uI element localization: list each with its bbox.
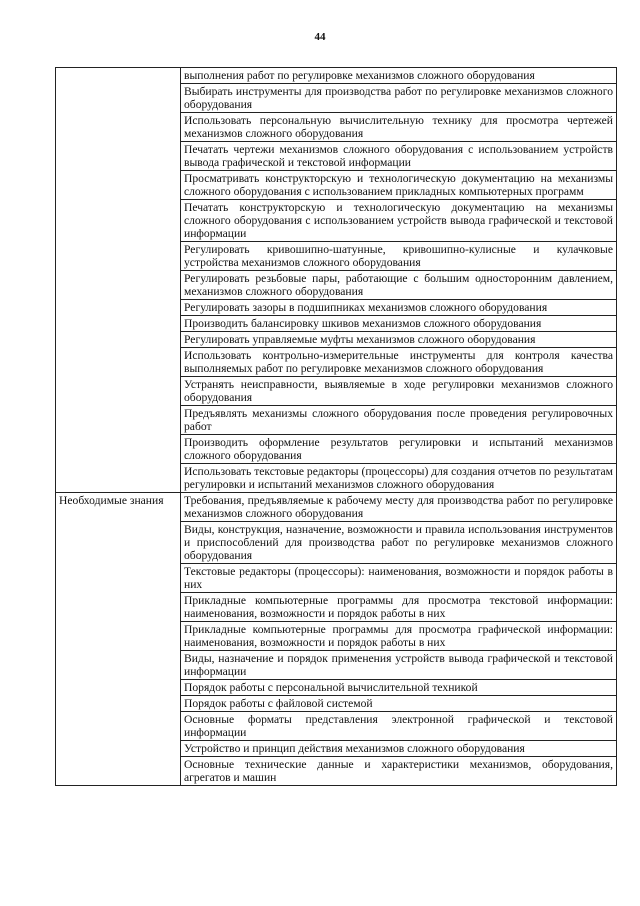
knowledge-item: Устройство и принцип действия механизмов сложного оборудования bbox=[181, 741, 617, 757]
knowledge-item: Текстовые редакторы (процессоры): наименования, возможности и порядок работы в них bbox=[181, 564, 617, 593]
skills-item: Регулировать кривошипно-шатунные, кривошипно-кулисные и кулачковые устройства механизмов сложного оборудования bbox=[181, 242, 617, 271]
knowledge-row bbox=[56, 493, 617, 522]
knowledge-item: Прикладные компьютерные программы для просмотра графической информации: наименования, возможности и порядок работы в них bbox=[181, 622, 617, 651]
knowledge-item: Виды, конструкция, назначение, возможности и правила использования инструментов и приспособлений для производства работ по регулировке механизмов сложного оборудования bbox=[181, 522, 617, 564]
knowledge-label: Необходимые знания bbox=[56, 493, 181, 786]
skills-item: Просматривать конструкторскую и технологическую документацию на механизмы сложного оборудования с использованием прикладных компьютерных программ bbox=[181, 171, 617, 200]
skills-item: Использовать персональную вычислительную технику для просмотра чертежей механизмов сложного оборудования bbox=[181, 113, 617, 142]
skills-item: Печатать конструкторскую и технологическую документацию на механизмы сложного оборудования с использованием устройств вывода графической и текстовой информации bbox=[181, 200, 617, 242]
skills-item: Печатать чертежи механизмов сложного оборудования с использованием устройств вывода графической и текстовой информации bbox=[181, 142, 617, 171]
knowledge-item: Основные технические данные и характеристики механизмов, оборудования, агрегатов и машин bbox=[181, 757, 617, 786]
knowledge-item: Прикладные компьютерные программы для просмотра текстовой информации: наименования, возможности и порядок работы в них bbox=[181, 593, 617, 622]
competency-table bbox=[55, 67, 617, 786]
skills-row bbox=[56, 68, 617, 84]
skills-label bbox=[56, 68, 181, 493]
skills-item: Регулировать зазоры в подшипниках механизмов сложного оборудования bbox=[181, 300, 617, 316]
page-number: 44 bbox=[314, 31, 326, 43]
skills-item: Использовать контрольно-измерительные инструменты для контроля качества выполняемых работ по регулировке механизмов сложного оборудования bbox=[181, 348, 617, 377]
knowledge-item: Требования, предъявляемые к рабочему месту для производства работ по регулировке механизмов сложного оборудования bbox=[181, 493, 617, 522]
knowledge-item: Виды, назначение и порядок применения устройств вывода графической и текстовой информации bbox=[181, 651, 617, 680]
skills-item: Регулировать управляемые муфты механизмов сложного оборудования bbox=[181, 332, 617, 348]
skills-item: Предъявлять механизмы сложного оборудования после проведения регулировочных работ bbox=[181, 406, 617, 435]
knowledge-item: Порядок работы с файловой системой bbox=[181, 696, 617, 712]
skills-item: Регулировать резьбовые пары, работающие с большим односторонним давлением, механизмов сложного оборудования bbox=[181, 271, 617, 300]
skills-item: выполнения работ по регулировке механизмов сложного оборудования bbox=[181, 68, 617, 84]
knowledge-item: Основные форматы представления электронной графической и текстовой информации bbox=[181, 712, 617, 741]
skills-item: Устранять неисправности, выявляемые в ходе регулировки механизмов сложного оборудования bbox=[181, 377, 617, 406]
skills-item: Производить оформление результатов регулировки и испытаний механизмов сложного оборудования bbox=[181, 435, 617, 464]
skills-item: Использовать текстовые редакторы (процессоры) для создания отчетов по результатам регулировки и испытаний механизмов сложного оборудования bbox=[181, 464, 617, 493]
skills-item: Производить балансировку шкивов механизмов сложного оборудования bbox=[181, 316, 617, 332]
skills-item: Выбирать инструменты для производства работ по регулировке механизмов сложного оборудования bbox=[181, 84, 617, 113]
knowledge-item: Порядок работы с персональной вычислительной техникой bbox=[181, 680, 617, 696]
competency-table-body bbox=[56, 68, 617, 786]
